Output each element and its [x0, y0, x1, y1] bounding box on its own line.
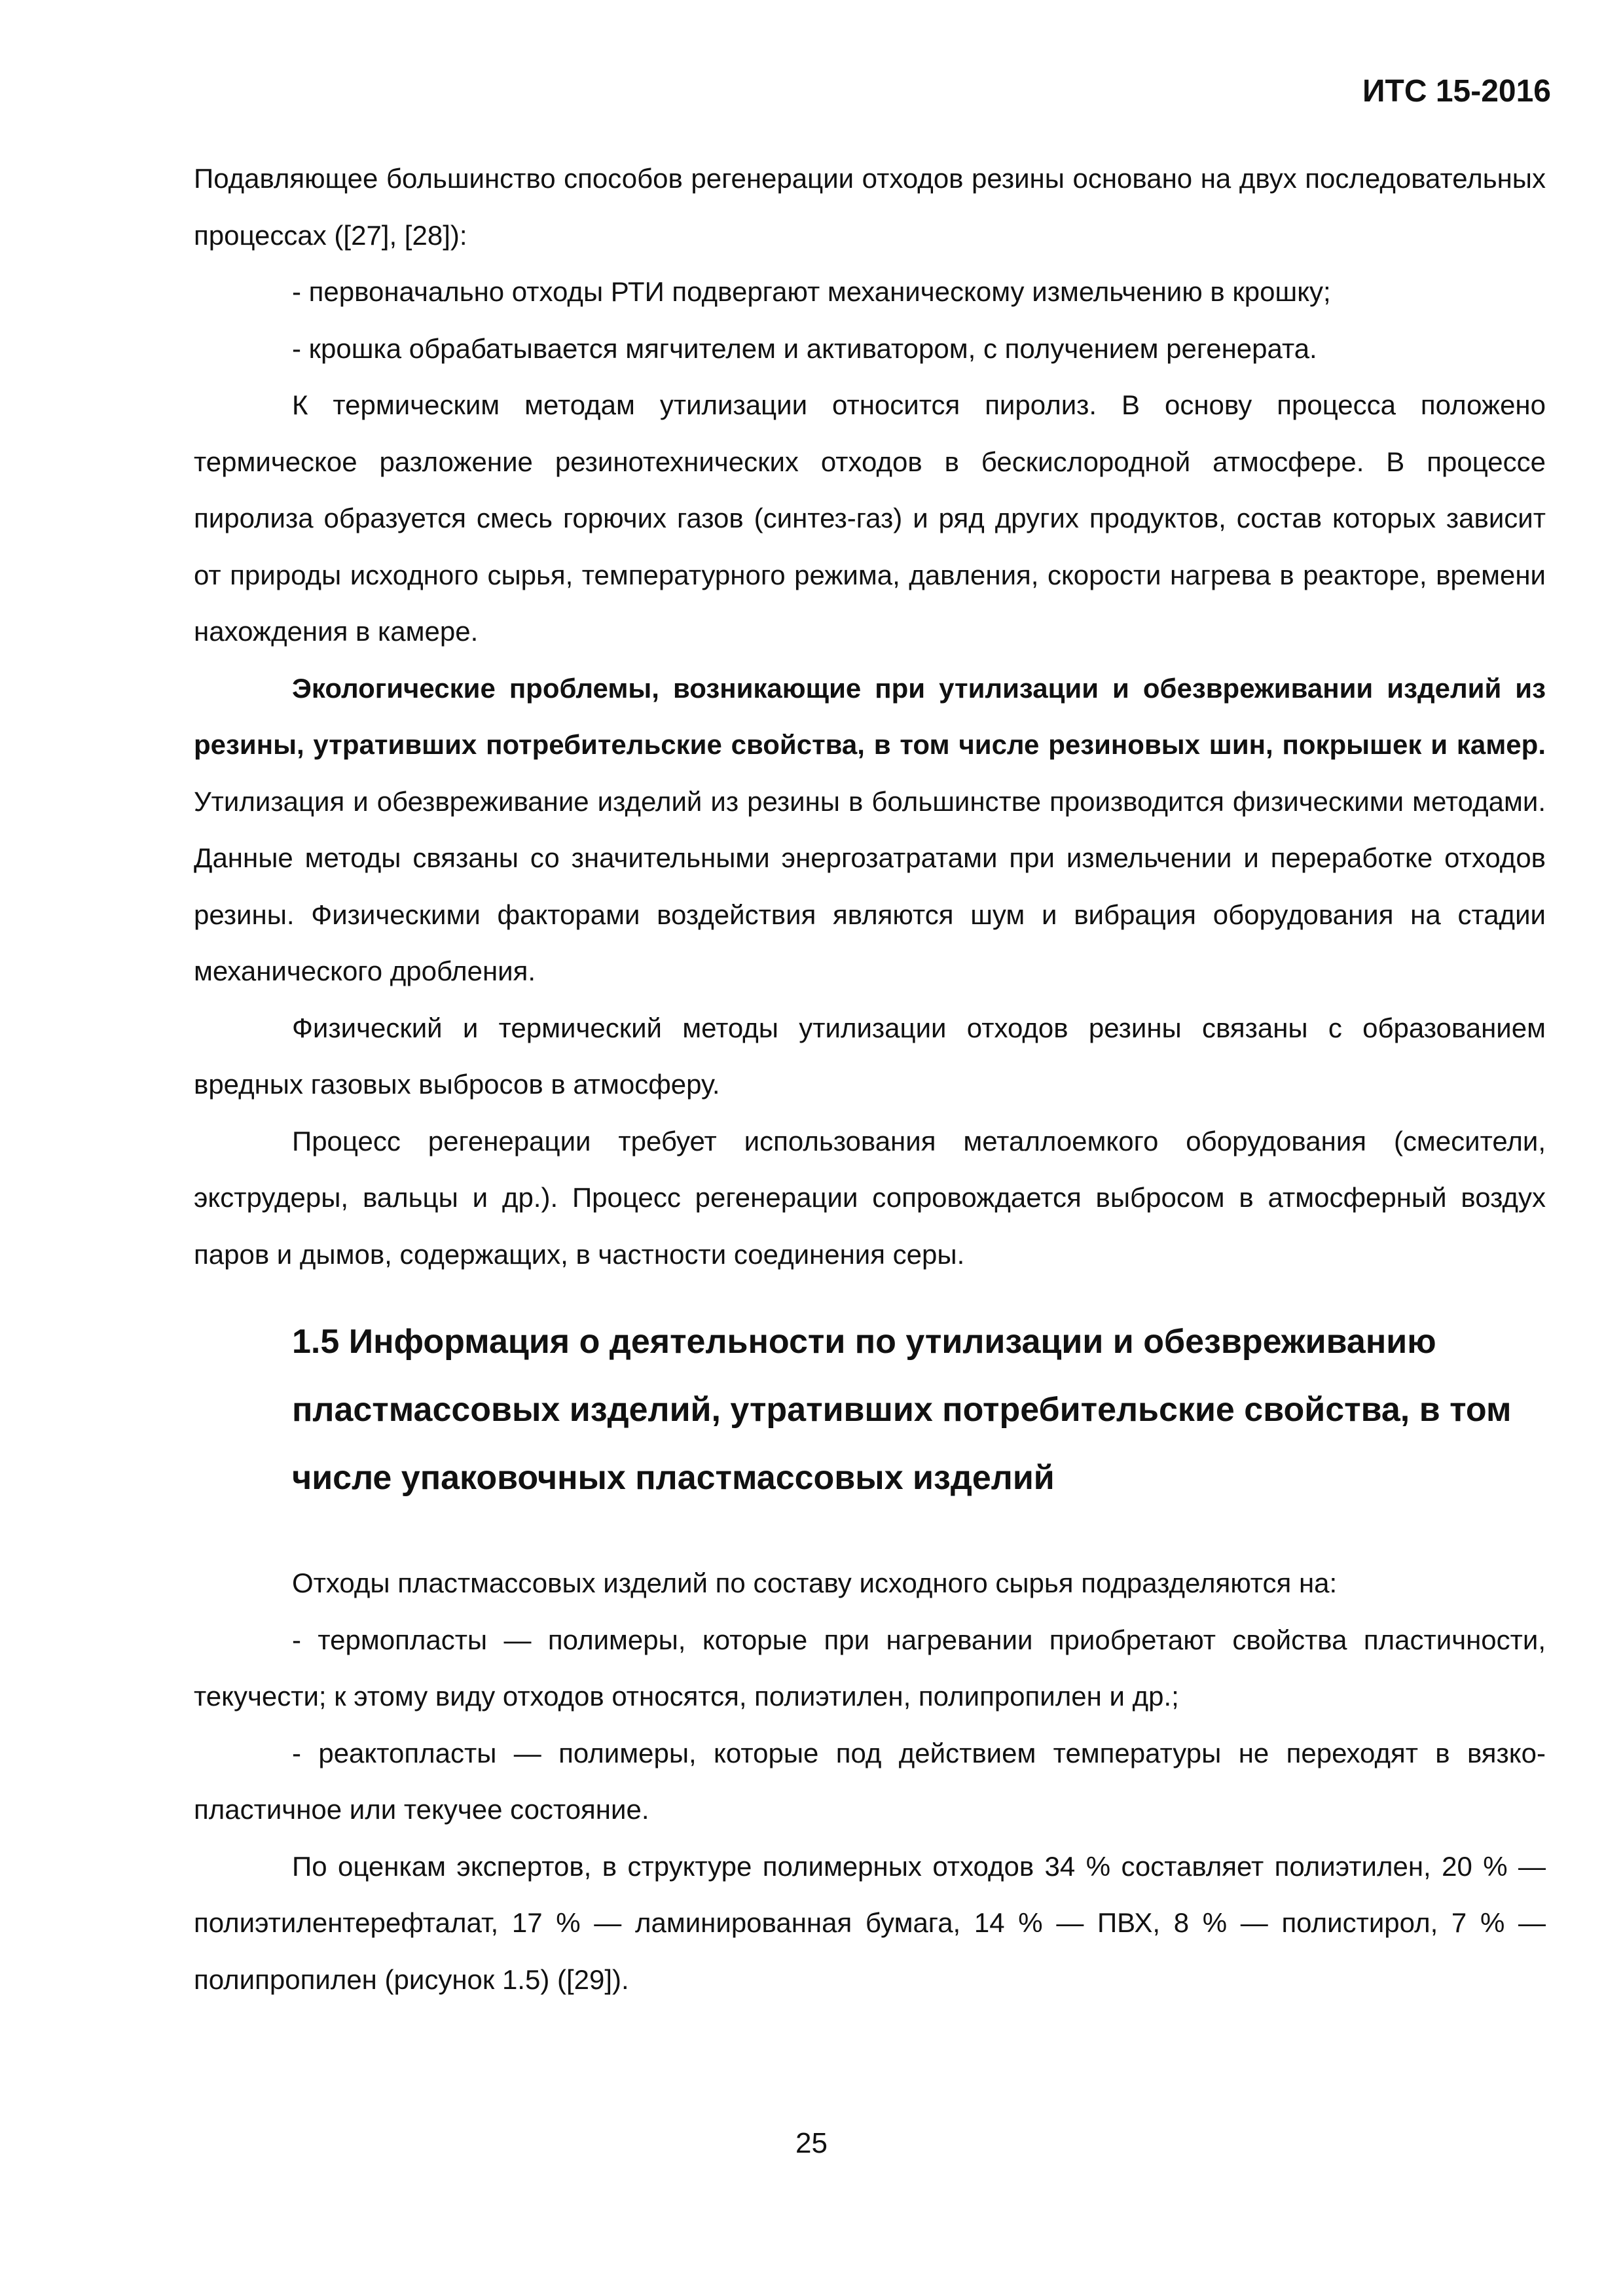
paragraph: Процесс регенерации требует использования металлоемкого оборудования (смесители, экструдеры, вальцы и др.). Процесс регенерации сопровождается выбросом в атмосферный воздух паров и дымов, содержащих, в частности соединения серы.	[194, 1125, 1546, 1270]
list-item: - крошка обрабатывается мягчителем и активатором, с получением регенерата.	[292, 332, 1317, 364]
document-code: ИТС 15-2016	[1362, 74, 1551, 109]
paragraph: Физический и термический методы утилизации отходов резины связаны с образованием вредных газовых выбросов в атмосферу.	[194, 1012, 1546, 1100]
list-item: - реактопласты — полимеры, которые под действием температуры не переходят в вязко-пластичное или текучее состояние.	[194, 1737, 1546, 1825]
page-content	[194, 151, 1546, 2008]
paragraph: К термическим методам утилизации относится пиролиз. В основу процесса положено термическое разложение резинотехнических отходов в бескислородной атмосфере. В процессе пиролиза образуется смесь горючих газов (синтез-газ) и ряд других продуктов, состав которых зависит от природы исходного сырья, температурного режима, давления, скорости нагрева в реакторе, времени нахождения в камере.	[194, 389, 1546, 647]
list-item: - термопласты — полимеры, которые при нагревании приобретают свойства пластичности, текучести; к этому виду отходов относятся, полиэтилен, полипропилен и др.;	[194, 1624, 1546, 1712]
list-item: - первоначально отходы РТИ подвергают механическому измельчению в крошку;	[292, 276, 1331, 307]
page-number: 25	[795, 2127, 828, 2159]
paragraph-text: Утилизация и обезвреживание изделий из резины в большинстве производится физическими методами. Данные методы связаны со значительными энергозатратами при измельчении и переработке отходов резины. Физическими факторами воздействия являются шум и вибрация оборудования на стадии механического дробления.	[194, 785, 1546, 986]
paragraph: Отходы пластмассовых изделий по составу исходного сырья подразделяются на:	[292, 1568, 1338, 1598]
section-heading: 1.5 Информация о деятельности по утилизации и обезвреживанию пластмассовых изделий, утративших потребительские свойства, в том числе упаковочных пластмассовых изделий	[292, 1323, 1512, 1497]
paragraph-eco-problems	[194, 660, 1546, 1000]
paragraph: Подавляющее большинство способов регенерации отходов резины основано на двух последовательных процессах ([27], [28]):	[194, 163, 1546, 251]
paragraph: По оценкам экспертов, в структуре полимерных отходов 34 % составляет полиэтилен, 20 % — полиэтилентерефталат, 17 % — ламинированная бумага, 14 % — ПВХ, 8 % — полистирол, 7 % — полипропилен (рисунок 1.5) ([29]).	[194, 1850, 1546, 1995]
bold-lead: Экологические проблемы, возникающие при утилизации и обезвреживании изделий из резины, утративших потребительские свойства, в том числе резиновых шин, покрышек и камер.	[194, 672, 1546, 760]
